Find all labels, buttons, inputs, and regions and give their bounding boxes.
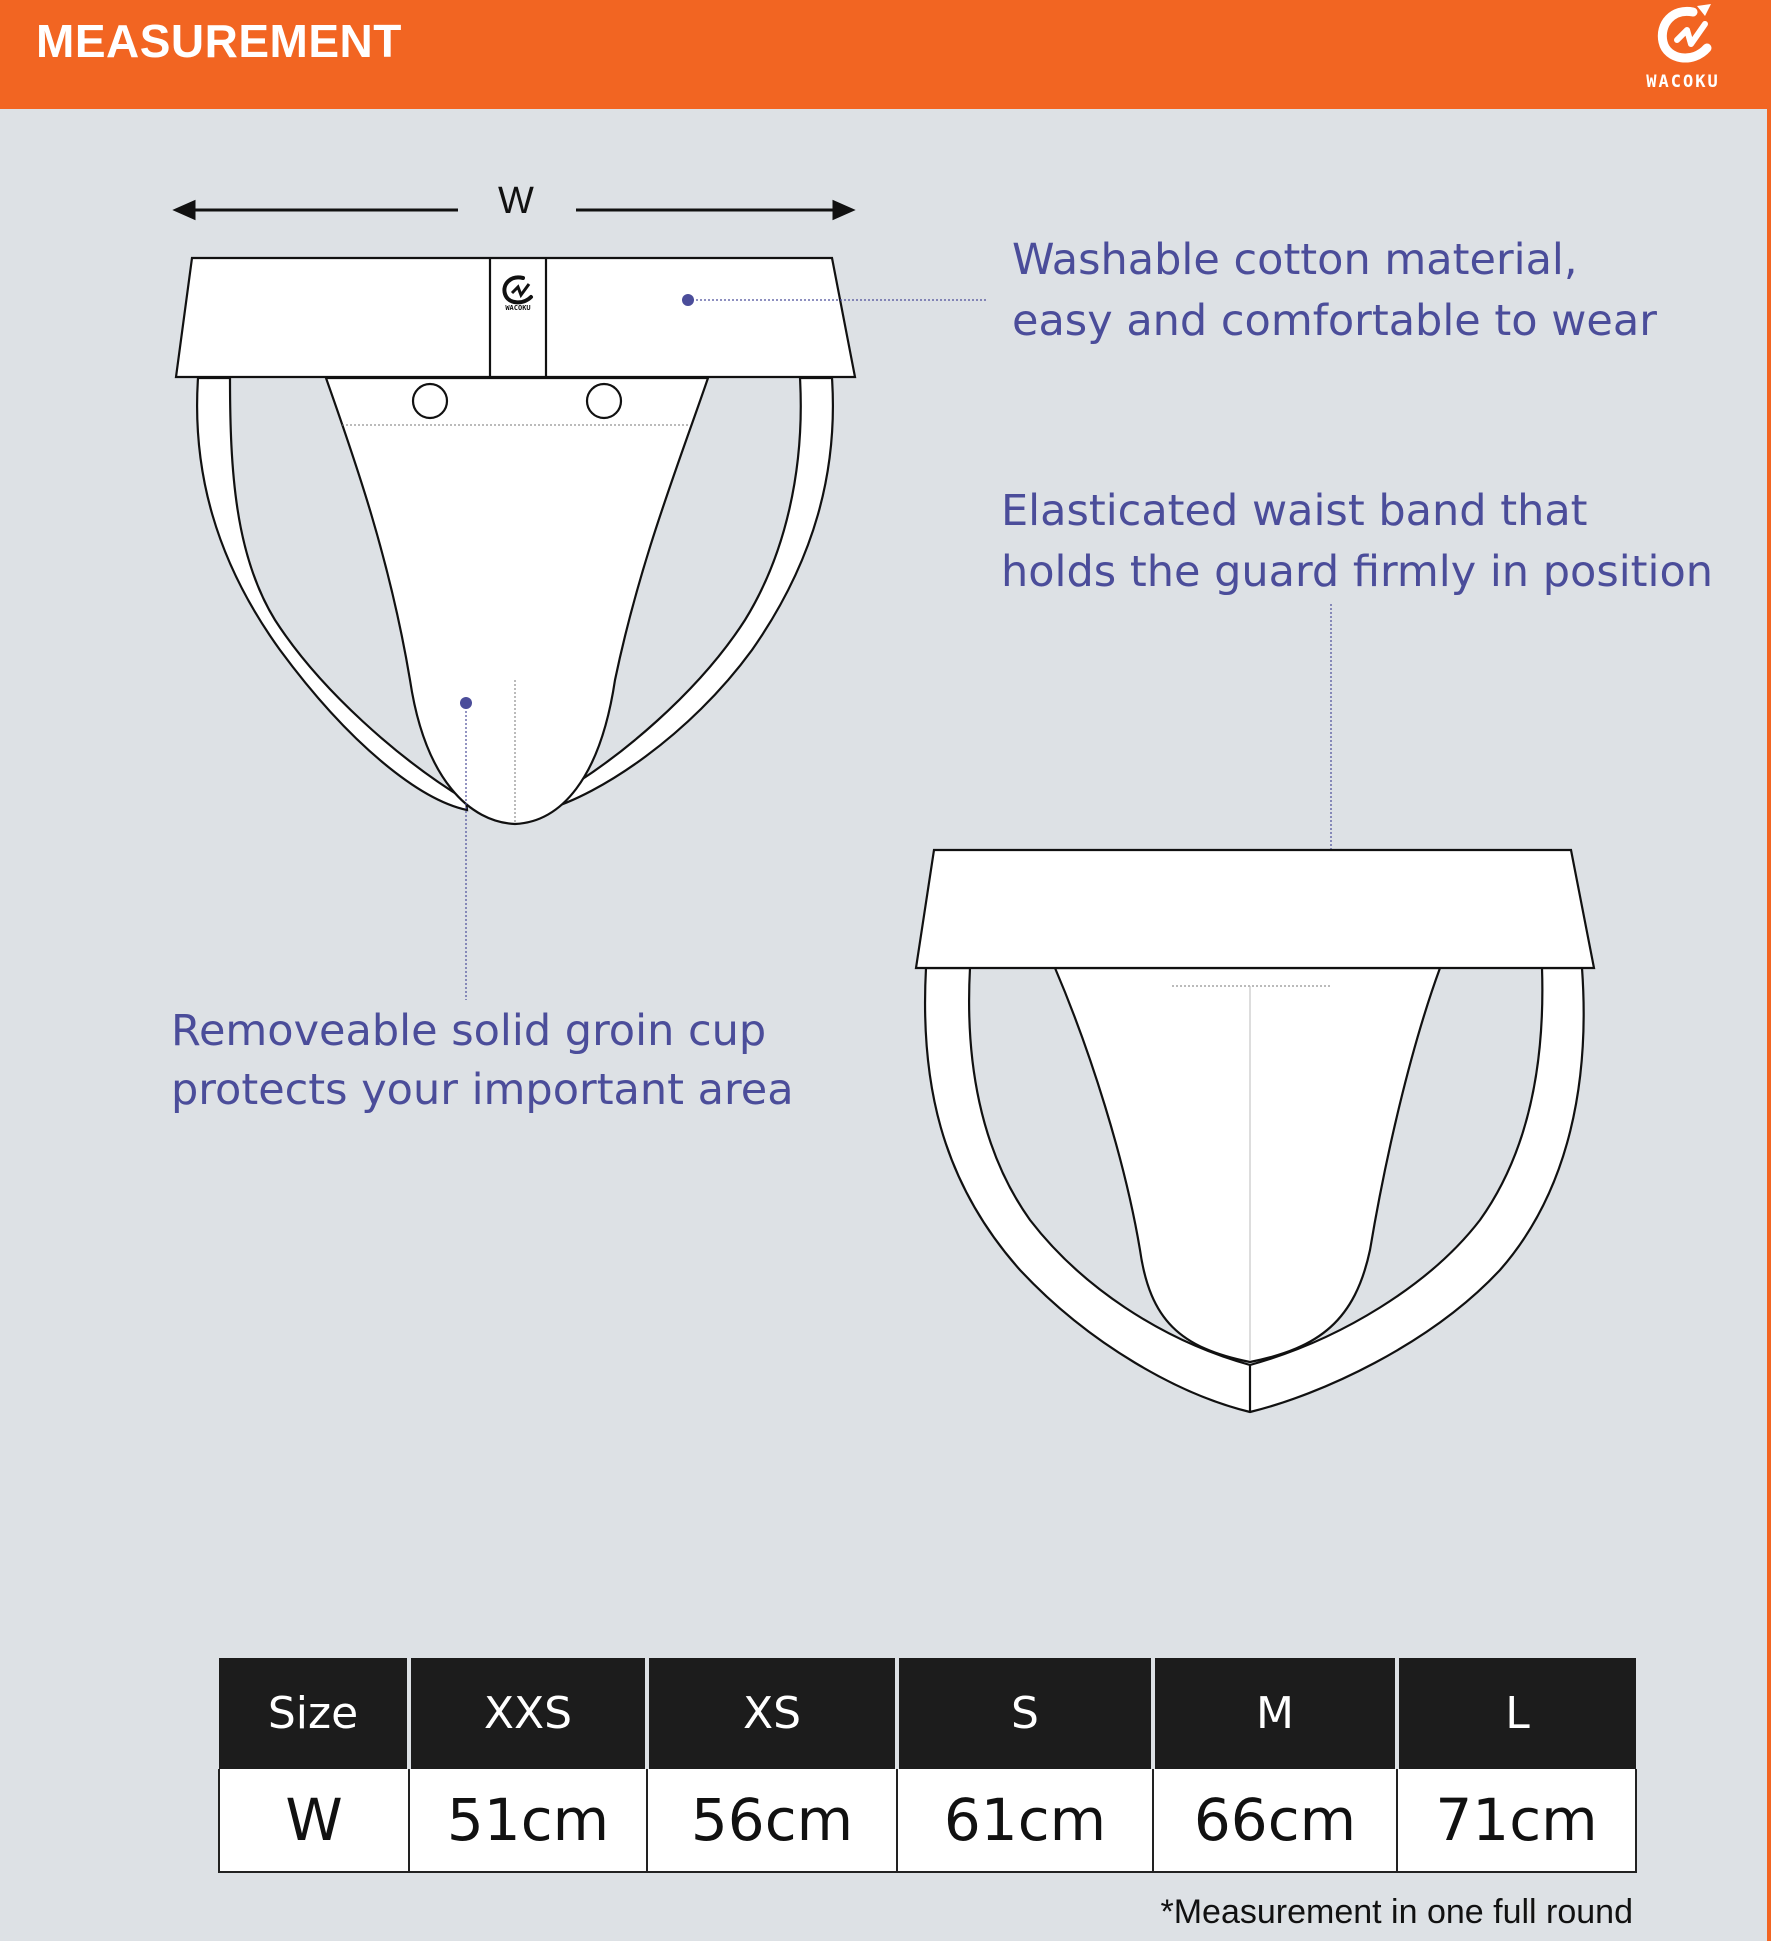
size-value-cell: 56cm: [647, 1769, 897, 1872]
back-view: [916, 850, 1594, 1412]
page-title: MEASUREMENT: [36, 15, 402, 67]
width-label: W: [498, 180, 534, 222]
callout-material-line2: easy and comfortable to wear: [1012, 296, 1657, 346]
callout-cup-line1: Removeable solid groin cup: [171, 1006, 767, 1056]
size-header-cell: Size: [219, 1658, 409, 1769]
size-value-cell: W: [219, 1769, 409, 1872]
callout-material: [1012, 230, 1657, 352]
size-value-cell: 51cm: [409, 1769, 647, 1872]
callout-waistband-line1: Elasticated waist band that: [1001, 486, 1588, 536]
inner-logo-text: WACOKU: [505, 304, 531, 312]
callout-cup: [171, 1002, 794, 1120]
back-waistband: [916, 850, 1594, 968]
size-value-row: [219, 1769, 1636, 1872]
size-header-cell: L: [1397, 1658, 1636, 1769]
callout-waistband: [1001, 481, 1713, 603]
brand-name: WACOKU: [1646, 72, 1720, 92]
size-value-cell: 61cm: [897, 1769, 1153, 1872]
callout-cup-line2: protects your important area: [171, 1065, 794, 1115]
snap-left: [413, 384, 447, 418]
front-view: [176, 258, 855, 824]
callout-waistband-line2: holds the guard firmly in position: [1001, 547, 1714, 597]
size-header-cell: XXS: [409, 1658, 647, 1769]
snap-right: [587, 384, 621, 418]
size-header-cell: M: [1153, 1658, 1397, 1769]
measurement-footnote: *Measurement in one full round: [1160, 1893, 1633, 1931]
size-header-cell: S: [897, 1658, 1153, 1769]
size-value-cell: 66cm: [1153, 1769, 1397, 1872]
size-value-cell: 71cm: [1397, 1769, 1636, 1872]
size-header-row: [219, 1658, 1636, 1769]
size-table: [218, 1658, 1637, 1873]
callout-material-line1: Washable cotton material,: [1012, 235, 1578, 285]
size-header-cell: XS: [647, 1658, 897, 1769]
